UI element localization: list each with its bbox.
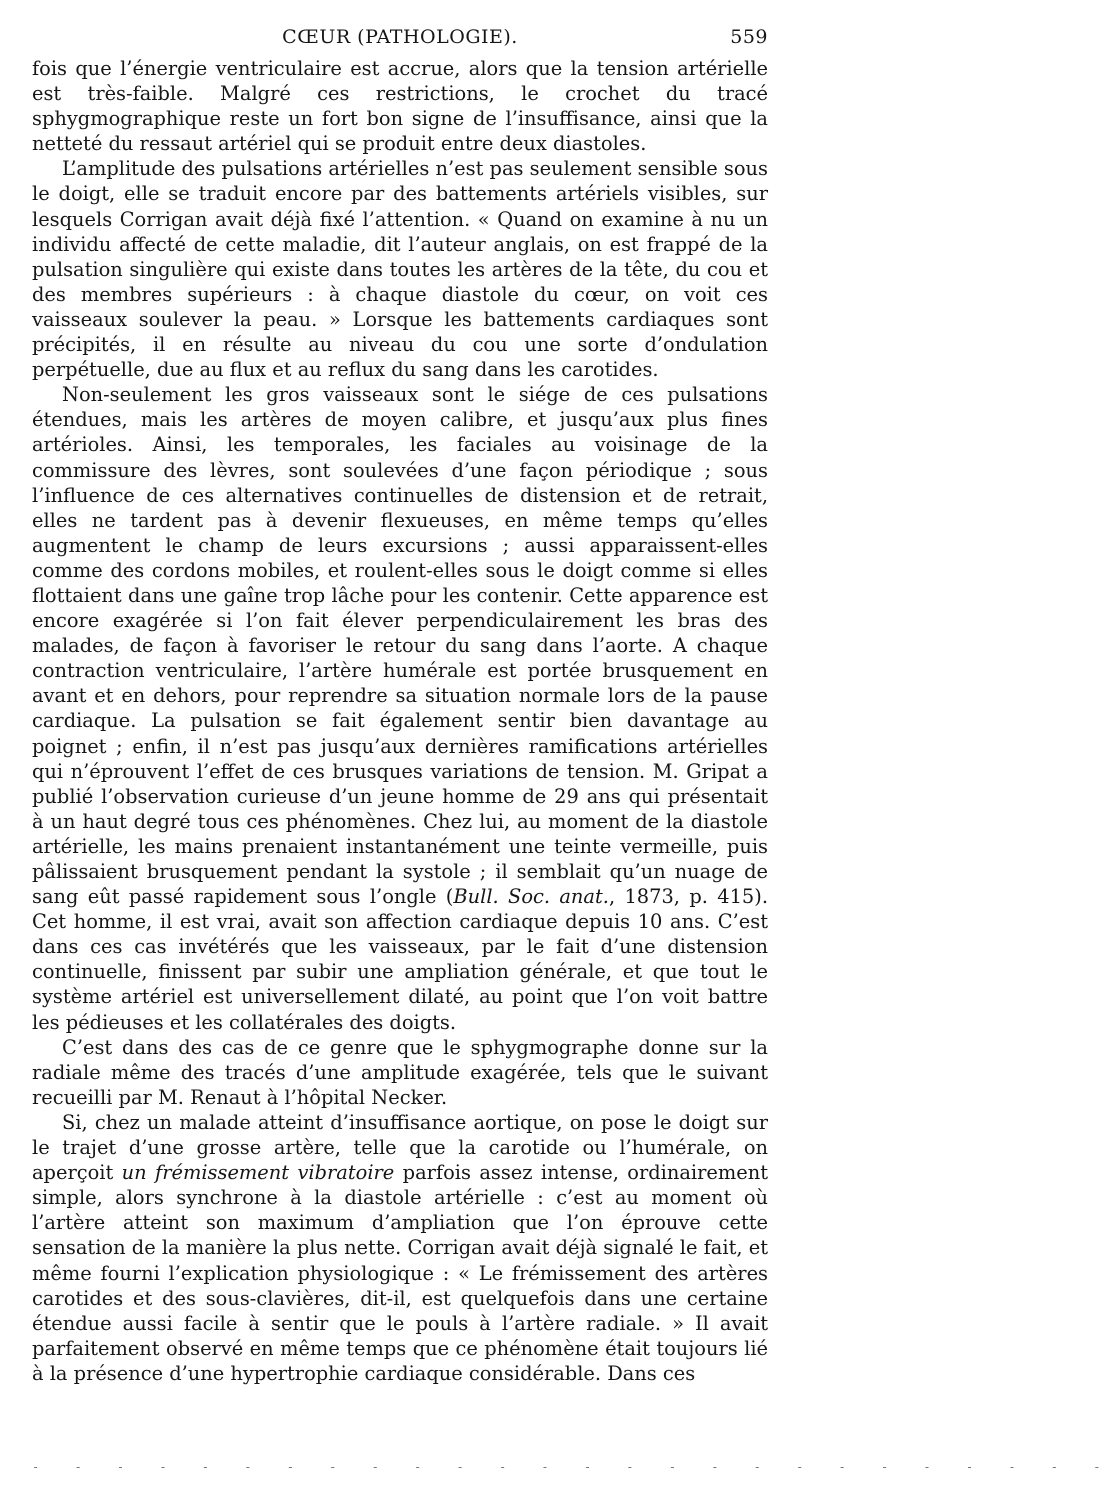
text-run: fois que l’énergie ventriculaire est accrue, alors que la tension artérielle est très-faible. Malgré ces restrictions, le crochet du tracé sphygmographique reste un fort bon signe de l’insuffisance, ainsi que la netteté du ressaut artériel qui se produit entre deux diastoles. (32, 57, 768, 156)
text-run: Non-seulement les gros vaisseaux sont le siége de ces pulsations étendues, mais les artères de moyen calibre, et jusqu’aux plus fines artérioles. Ainsi, les temporales, les faciales au voisinage de la commissure des lèvres, sont soulevées d’une façon périodique ; sous l’influence de ces alternatives continuelles de distension et de retrait, elles ne tardent pas à devenir flexueuses, en même temps qu’elles augmentent le champ de leurs excursions ; aussi apparaissent-elles comme des cordons mobiles, et roulent-elles sous le doigt comme si elles flottaient dans une gaîne trop lâche pour les contenir. Cette apparence est encore exagérée si l’on fait élever perpendiculairement les bras des malades, de façon à favoriser le retour du sang dans l’aorte. A chaque contraction ventriculaire, l’artère humérale est portée brusquement en avant et en dehors, pour reprendre sa situation normale lors de la pause cardiaque. La pulsation se fait également sentir bien davantage au poignet ; enfin, il n’est pas jusqu’aux dernières ramifications artérielles qui n’éprouvent l’effet de ces brusques variations de tension. M. Gripat a publié l’observation curieuse d’un jeune homme de 29 ans qui présentait à un haut degré tous ces phénomènes. Chez lui, au moment de la diastole artérielle, les mains prenaient instantanément une teinte vermeille, puis pâlissaient brusquement pendant la systole ; il semblait qu’un nuage de sang eût passé rapidement sous l’ongle ( (32, 383, 768, 909)
paragraph (32, 156, 768, 382)
paragraph (32, 56, 768, 156)
italic-text: un frémissement vibratoire (121, 1161, 395, 1185)
paragraph (32, 1035, 768, 1110)
paragraph (32, 1110, 768, 1386)
text-run: parfois assez intense, ordinairement simple, alors synchrone à la diastole artérielle : c’est au moment où l’artère atteint son maximum d’ampliation que l’on éprouve cette sensation de la manière la plus nette. Corrigan avait déjà signalé le fait, et même fourni l’explication physiologique : « Le frémissement des artères carotides et des sous-clavières, dit-il, est quelquefois dans une certaine étendue aussi facile à sentir que le pouls à l’artère radiale. » Il avait parfaitement observé en même temps que ce phénomène était toujours lié à la présence d’une hypertrophie cardiaque considérable. Dans ces (32, 1161, 768, 1385)
page-number: 559 (730, 26, 768, 48)
text-run: L’amplitude des pulsations artérielles n’est pas seulement sensible sous le doigt, elle se traduit encore par des battements artériels visibles, sur lesquels Corrigan avait déjà fixé l’attention. « Quand on examine à nu un individu affecté de cette maladie, dit l’auteur anglais, on est frappé de la pulsation singulière qui existe dans toutes les artères de la tête, du cou et des membres supérieurs : à chaque diastole du cœur, on voit ces vaisseaux soulever la peau. » Lorsque les battements cardiaques sont précipités, il en résulte au niveau du cou une sorte d’ondulation perpétuelle, due au flux et au reflux du sang dans les carotides. (32, 157, 768, 382)
body-text (32, 56, 768, 1386)
italic-text: Bull. Soc. anat. (453, 885, 609, 909)
running-title: CŒUR (PATHOLOGIE). (282, 26, 518, 48)
running-header (32, 26, 768, 56)
text-run: , 1873, p. 415). Cet homme, il est vrai, avait son affection cardiaque depuis 10 ans. C’est dans ces cas invétérés que les vaisseaux, par le fait d’une distension continuelle, finissent par subir une ampliation générale, et que tout le système artériel est universellement dilaté, au point que l’on voit battre les pédieuses et les collatérales des doigts. (32, 885, 768, 1034)
text-run: Si, chez un malade atteint d’insuffisance aortique, on pose le doigt sur le trajet d’une grosse artère, telle que la carotide ou l’humérale, on aperçoit (32, 1110, 768, 1185)
page (32, 26, 768, 1386)
text-run: C’est dans des cas de ce genre que le sphygmographe donne sur la radiale même des tracés d’une amplitude exagérée, tels que le suivant recueilli par M. Renaut à l’hôpital Necker. (32, 1035, 768, 1109)
paragraph (32, 382, 768, 1034)
page-footer-marks: - - - - - - - - - - - - - - - - - - - - - - - - - - (32, 1460, 1114, 1474)
